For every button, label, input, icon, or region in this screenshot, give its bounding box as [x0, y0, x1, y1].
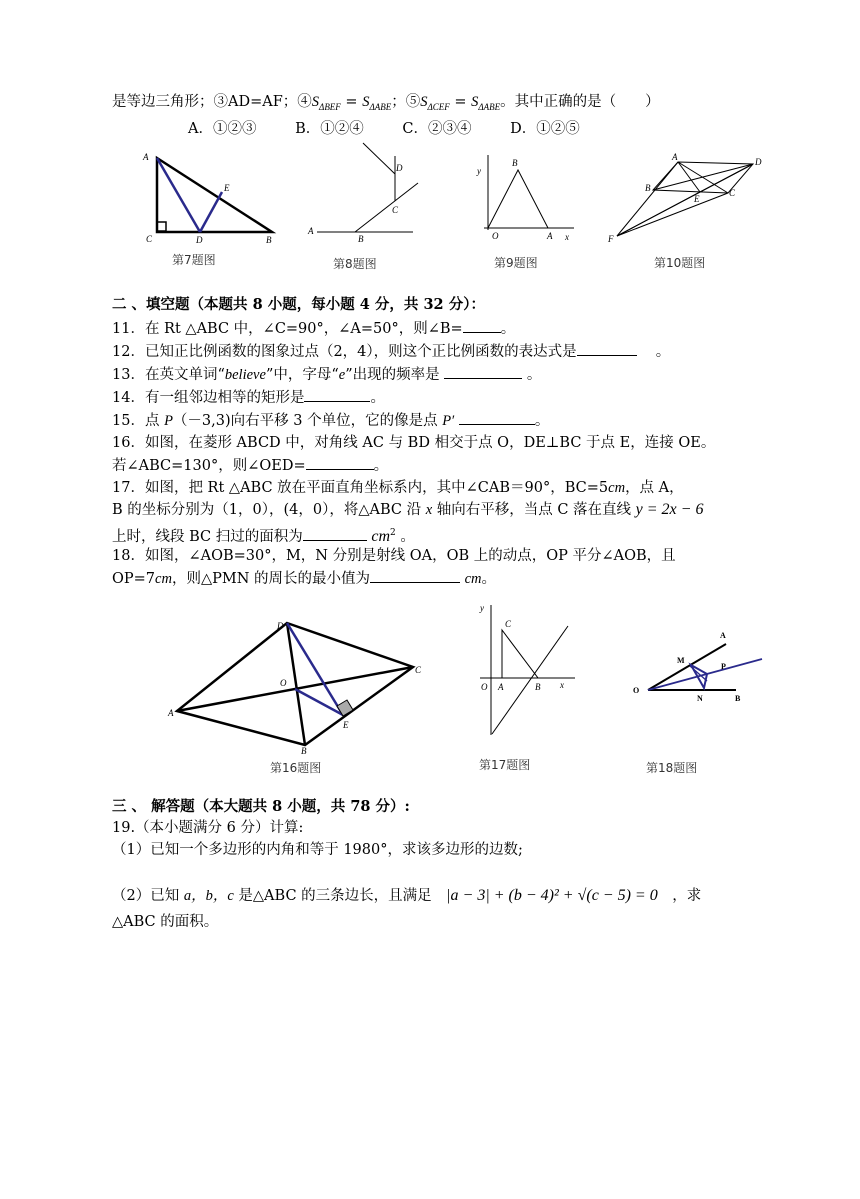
question-12: 12．已知正比例函数的图象过点（2，4），则这个正比例函数的表达式是 。	[112, 341, 670, 362]
f8-label-a: A	[308, 226, 314, 236]
f17-label-x: x	[560, 680, 564, 690]
f18-label-p: P	[721, 662, 726, 671]
q19-formula: |a − 3| + (b − 4)² + √(c − 5) = 0	[446, 887, 658, 904]
section-2-title: 二 、填空题（本题共 8 小题，每小题 4 分，共 32 分）：	[112, 296, 485, 313]
question-16-line-1: 16．如图，在菱形 ABCD 中，对角线 AC 与 BD 相交于点 O，DE⊥BC 于点 E，连接 OE。	[112, 435, 716, 451]
figure-7	[140, 150, 285, 248]
f18-label-b: B	[735, 694, 741, 703]
answer-blank-15[interactable]	[459, 410, 535, 425]
question-19-part-2-line-2: △ABC 的面积。	[112, 914, 219, 930]
question-19-head: 19.（本小题满分 6 分）计算:	[112, 820, 304, 836]
f10-label-c: C	[729, 188, 736, 198]
question-19-part-2: （2）已知 a，b，c 是△ABC 的三条边长，且满足 |a − 3| + (b − 4)² + √(c − 5) = 0 ，求	[112, 887, 702, 904]
f16-label-c: C	[415, 665, 422, 675]
f8-label-d: D	[396, 163, 403, 173]
question-17-line-1: 17．如图，把 Rt △ABC 放在平面直角坐标系内，其中∠CAB＝90°，BC=5cm，点 A，	[112, 480, 684, 496]
f9-label-o: O	[492, 231, 499, 241]
answer-blank-17[interactable]	[303, 526, 367, 541]
f17-label-b: B	[535, 682, 541, 692]
section-3-title: 三 、 解答题（本大题共 8 小题，共 78 分）:	[112, 798, 410, 815]
answer-blank-12[interactable]	[577, 341, 637, 356]
figure-16	[165, 615, 425, 755]
f7-label-d: D	[196, 235, 203, 245]
f17-label-y: y	[480, 603, 484, 613]
q10-options	[188, 119, 614, 139]
f10-label-f: F	[608, 234, 614, 244]
f16-label-e: E	[343, 720, 349, 730]
option-d: D．①②⑤	[510, 121, 580, 137]
f16-label-a: A	[168, 708, 174, 718]
caption-fig-9: 第9题图	[494, 256, 538, 270]
caption-fig-8: 第8题图	[333, 257, 377, 271]
f10-label-a: A	[672, 152, 678, 162]
f10-label-e: E	[694, 194, 700, 204]
question-15: 15．点 P（－3,3)向右平移 3 个单位，它的像是点 P′ 。	[112, 410, 549, 431]
caption-fig-10: 第10题图	[654, 256, 706, 270]
f9-label-x: x	[565, 232, 569, 242]
f9-label-y: y	[477, 166, 481, 176]
option-a: A．①②③	[188, 121, 257, 137]
f18-label-n: N	[697, 694, 703, 703]
f8-label-c: C	[392, 205, 399, 215]
f10-label-d: D	[755, 157, 762, 167]
f8-label-b: B	[358, 234, 364, 244]
f7-label-c: C	[146, 234, 153, 244]
answer-blank-14[interactable]	[304, 387, 370, 402]
answer-blank-13[interactable]	[444, 364, 522, 379]
question-14: 14．有一组邻边相等的矩形是 。	[112, 387, 385, 408]
f7-label-b: B	[266, 235, 272, 245]
f16-label-d: D	[277, 621, 284, 631]
f16-label-o: O	[280, 678, 287, 688]
question-11: 11．在 Rt △ABC 中，∠C=90°，∠A=50°，则∠B= 。	[112, 318, 515, 339]
f18-label-a: A	[720, 631, 726, 640]
question-19-part-1: （1）已知一个多边形的内角和等于 1980°，求该多边形的边数;	[112, 842, 523, 858]
figure-10	[605, 150, 765, 245]
caption-fig-18: 第18题图	[646, 761, 698, 775]
f18-label-m: M	[677, 656, 685, 665]
option-b: B．①②④	[295, 121, 364, 137]
f16-label-b: B	[301, 746, 307, 755]
f9-label-a: A	[547, 231, 553, 241]
caption-fig-16: 第16题图	[270, 761, 322, 775]
question-17-line-3: 上时，线段 BC 扫过的面积为 $cm^2$ 。	[112, 527, 415, 545]
answer-blank-16[interactable]	[306, 455, 374, 470]
f17-label-a: A	[498, 682, 504, 692]
f17-label-c: C	[505, 619, 512, 629]
figure-18	[628, 625, 768, 710]
answer-blank-18[interactable]	[370, 568, 460, 583]
question-17-line-2: B 的坐标分别为（1，0），(4，0），将△ABC 沿 x 轴向右平移，当点 C 落在直线 y = 2x − 6	[112, 501, 704, 518]
caption-fig-7: 第7题图	[172, 253, 216, 267]
f7-label-a: A	[143, 152, 149, 162]
option-c: C．②③④	[402, 121, 472, 137]
answer-blank-11[interactable]	[463, 318, 501, 333]
caption-fig-17: 第17题图	[479, 758, 531, 772]
question-18-line-2: OP=7cm，则△PMN 的周长的最小值为 cm。	[112, 568, 496, 589]
f9-label-b: B	[512, 158, 518, 168]
figure-9	[470, 150, 580, 245]
q10-statement-tail: 是等边三角形；③AD=AF；$④S_{\Delta BEF} = S_{\Delta ABE}$；$⑤S_{\Delta CEF} = S_{\Delta ABE}$。其中正确的是（ ）	[112, 94, 660, 112]
figure-8	[305, 138, 425, 248]
f7-label-e: E	[224, 183, 230, 193]
question-13: 13．在英文单词“believe”中，字母“e”出现的频率是 。	[112, 364, 541, 385]
f17-label-o: O	[481, 682, 488, 692]
f10-label-b: B	[645, 183, 651, 193]
figure-17	[472, 600, 582, 740]
question-16-line-2: 若∠ABC=130°，则∠OED= 。	[112, 455, 388, 476]
question-18-line-1: 18．如图，∠AOB=30°，M，N 分别是射线 OA，OB 上的动点，OP 平分∠AOB，且	[112, 548, 676, 564]
f18-label-o: O	[633, 686, 640, 695]
